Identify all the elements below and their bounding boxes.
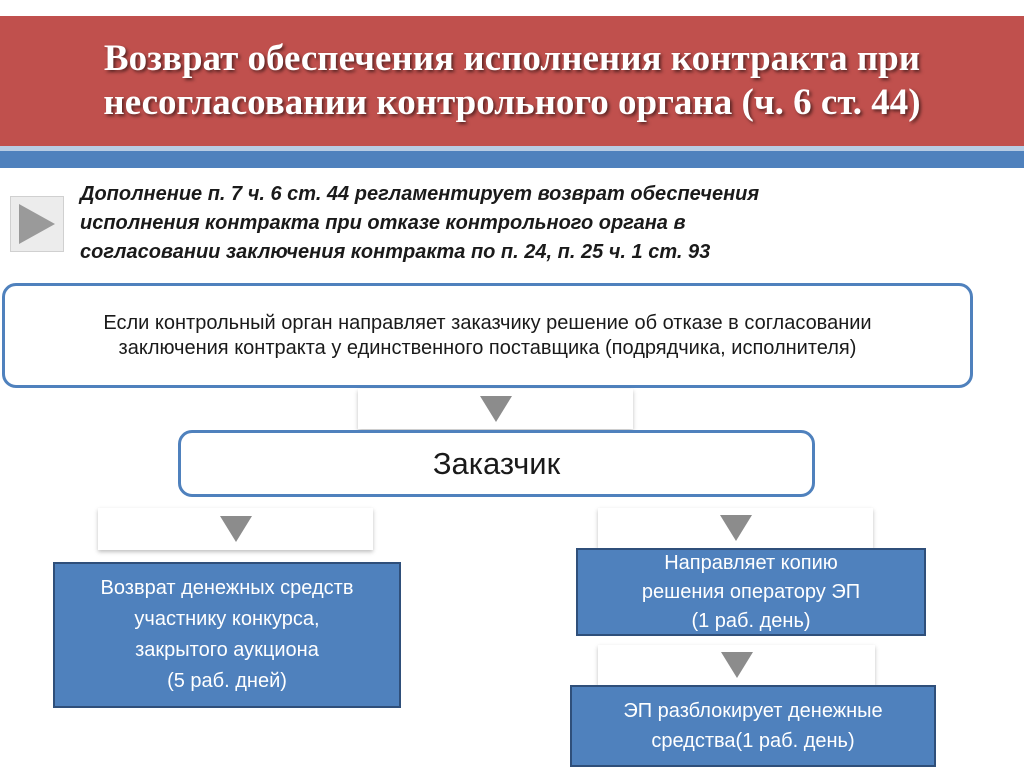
send-copy-text: Направляет копию решения оператору ЭП (1 раб. день) bbox=[641, 551, 861, 632]
down-triangle-arrow-icon bbox=[220, 516, 252, 542]
bullet-marker bbox=[10, 196, 64, 252]
send-copy-box bbox=[576, 548, 926, 636]
condition-box bbox=[2, 283, 973, 388]
refund-box bbox=[53, 562, 401, 708]
condition-text: Если контрольный орган направляет заказчику решение об отказе в согласовании заключения контракта у единственного поставщика (подрядчика, исполнителя) bbox=[103, 311, 872, 359]
intro-text: Дополнение п. 7 ч. 6 ст. 44 регламентирует возврат обеспечения исполнения контракта при отказе контрольного органа в согласовании заключения контракта по п. 24, п. 25 ч. 1 ст. 93 bbox=[80, 183, 760, 263]
title-bar bbox=[0, 16, 1024, 146]
arrow-band-customer-to-left bbox=[98, 508, 373, 550]
down-triangle-arrow-icon bbox=[480, 396, 512, 422]
customer-label: Заказчик bbox=[432, 445, 561, 481]
unblock-funds-box bbox=[570, 685, 936, 767]
refund-text: Возврат денежных средств участнику конкурса, закрытого аукциона (5 раб. дней) bbox=[100, 577, 354, 692]
arrow-band-customer-to-right bbox=[598, 508, 873, 548]
down-triangle-arrow-icon bbox=[721, 652, 753, 678]
unblock-funds-text: ЭП разблокирует денежные средства(1 раб. день) bbox=[623, 700, 883, 752]
header-stripe-dark bbox=[0, 151, 1024, 168]
slide-title: Возврат обеспечения исполнения контракта при несогласовании контрольного органа (ч. 6 ст. 44) bbox=[103, 38, 921, 123]
arrow-band-condition-to-customer bbox=[358, 389, 633, 429]
customer-box bbox=[178, 430, 815, 497]
down-triangle-arrow-icon bbox=[720, 515, 752, 541]
arrow-band-copy-to-unblock bbox=[598, 645, 875, 685]
play-triangle-icon bbox=[19, 204, 55, 244]
